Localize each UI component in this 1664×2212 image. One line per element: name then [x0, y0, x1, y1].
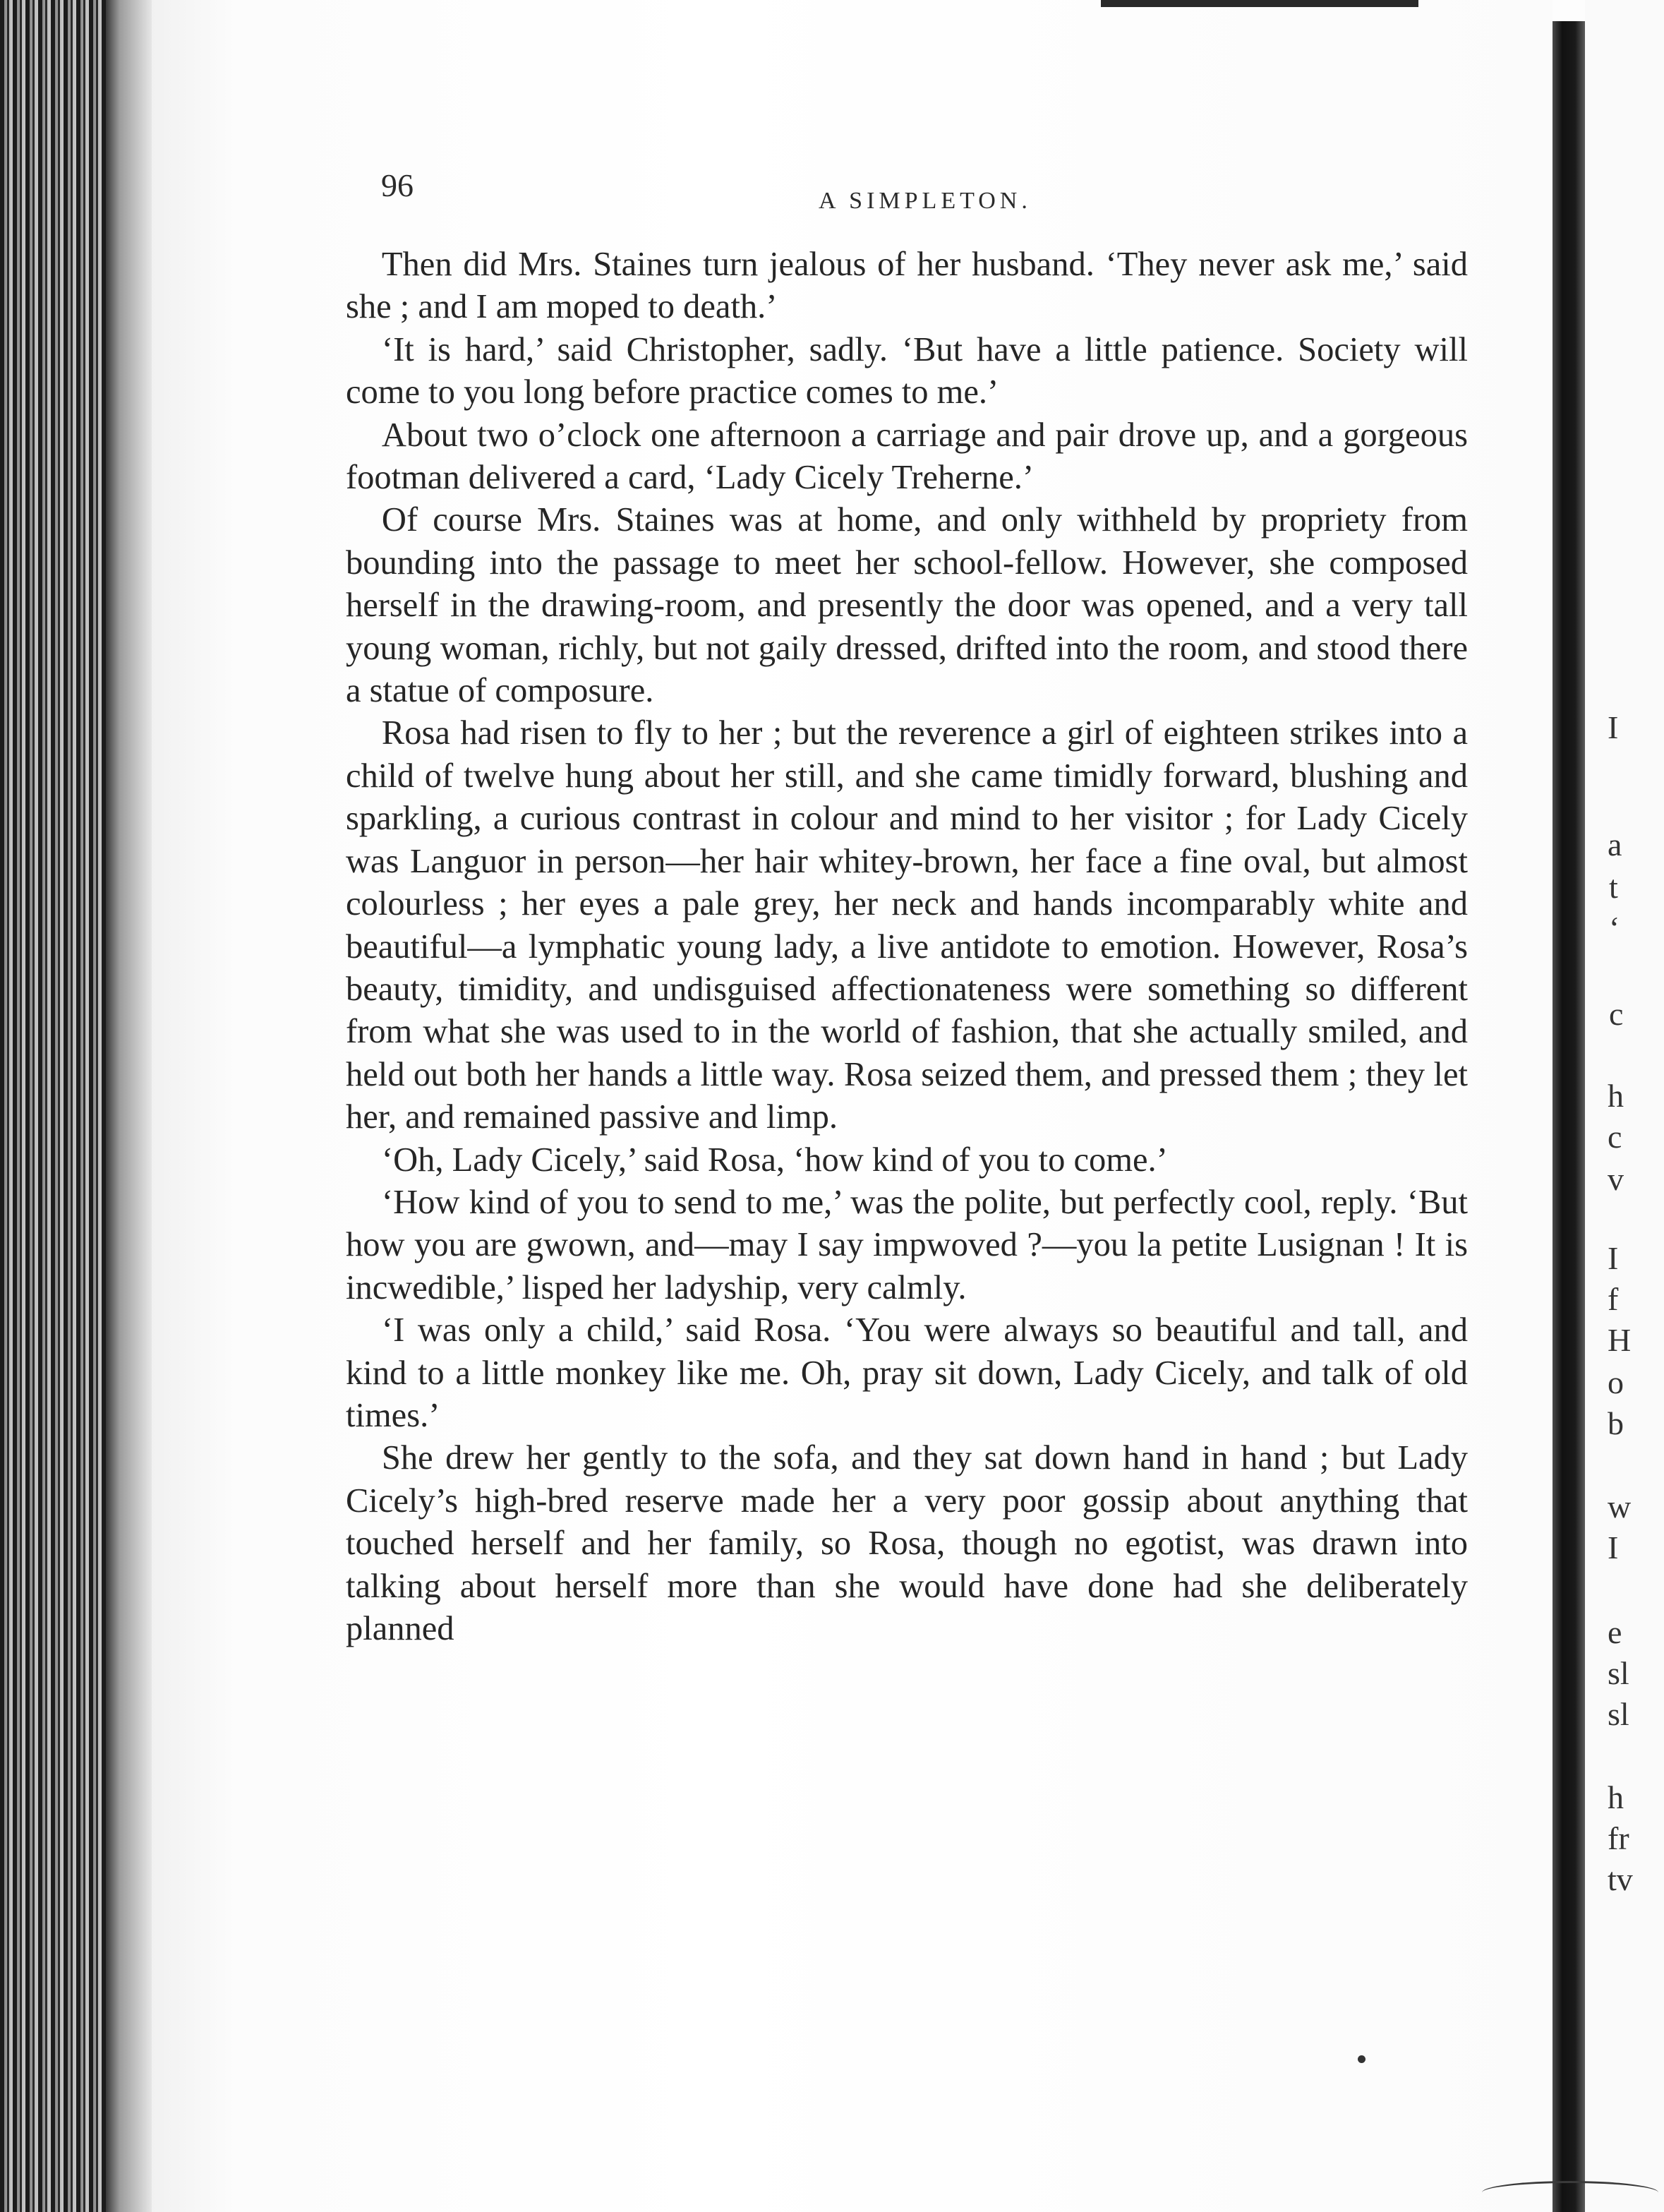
top-edge-shadow	[1101, 0, 1418, 7]
facing-page-fragment: I	[1608, 1240, 1619, 1276]
facing-page-fragment: h	[1608, 1779, 1624, 1815]
paragraph: She drew her gently to the sofa, and they sat down hand in hand ; but Lady Cicely’s high-bred reserve made her a very poor gossip about anything that touched herself and her family, so Rosa, though no egotist, was drawn into talking about herself more than she would have done had she deliberately planned	[346, 1439, 1468, 1647]
facing-page-fragment: w	[1608, 1489, 1632, 1525]
facing-page-fragment: I	[1608, 1529, 1619, 1565]
facing-page-fragment: c	[1608, 1119, 1622, 1155]
facing-page-fragment: o	[1608, 1364, 1624, 1400]
facing-page-fragment: f	[1608, 1281, 1619, 1317]
facing-page-fragment: h	[1608, 1078, 1624, 1114]
paragraph: About two o’clock one afternoon a carriage and pair drove up, and a gorgeous footman delivered a card, ‘Lady Cicely Treherne.’	[346, 416, 1468, 497]
running-head: A SIMPLETON.	[819, 188, 1032, 214]
facing-page-fragment: fr	[1608, 1820, 1629, 1856]
book-page-stack-edge	[0, 0, 152, 2212]
facing-page-fragment: e	[1608, 1614, 1622, 1650]
paragraph: ‘It is hard,’ said Christopher, sadly. ‘But have a little patience. Society will come to you long before practice comes to me.’	[346, 330, 1468, 411]
facing-page-fragment: a	[1608, 827, 1622, 862]
facing-page-fragment: t	[1609, 869, 1618, 905]
page-number: 96	[381, 167, 414, 203]
facing-page-fragment: sl	[1608, 1655, 1629, 1691]
book-gutter	[1553, 21, 1585, 2212]
facing-page-edge	[1585, 0, 1664, 2212]
facing-page-fragment: I	[1608, 709, 1619, 745]
paragraph: ‘How kind of you to send to me,’ was the polite, but perfectly cool, reply. ‘But how you are gwown, and—may I say impwoved ?—you la petite Lusignan ! It is incwedible,’ lisped her ladyship, very calmly.	[346, 1183, 1468, 1306]
facing-page-fragment: b	[1608, 1405, 1624, 1441]
page-curl-mark	[1482, 2181, 1658, 2204]
paragraph: Rosa had risen to fly to her ; but the reverence a girl of eighteen strikes into a child of twelve hung about her still, and she came timidly forward, blushing and sparkling, a curious contrast in colour and mind to her visitor ; for Lady Cicely was Languor in person—her hair whitey-brown, her face a fine oval, but almost colourless ; her eyes a pale grey, her neck and hands incomparably white and beautiful—a lymphatic young lady, a live antidote to emotion. However, Rosa’s beauty, timidity, and undisguised affectionateness were something so different from what she was used to in the world of fashion, that she actually smiled, and held out both her hands a little way. Rosa seized them, and pressed them ; they let her, and remained passive and limp.	[346, 714, 1468, 1136]
paragraph: ‘I was only a child,’ said Rosa. ‘You were always so beautiful and tall, and kind to a little monkey like me. Oh, pray sit down, Lady Cicely, and talk of old times.’	[346, 1311, 1468, 1434]
paragraph: Then did Mrs. Staines turn jealous of her husband. ‘They never ask me,’ said she ; and I am moped to death.’	[346, 246, 1468, 326]
facing-page-fragment: v	[1608, 1161, 1624, 1197]
facing-page-fragment: c	[1609, 996, 1624, 1032]
paragraph: ‘Oh, Lady Cicely,’ said Rosa, ‘how kind of you to come.’	[381, 1141, 1168, 1179]
facing-page-fragment: H	[1608, 1322, 1632, 1358]
body-text	[346, 244, 1468, 1650]
facing-page-fragment: tv	[1608, 1861, 1633, 1897]
paragraph: Of course Mrs. Staines was at home, and only withheld by propriety from bounding into the passage to meet her school-fellow. However, she composed herself in the drawing-room, and presently the door was opened, and a very tall young woman, richly, but not gaily dressed, drifted into the room, and stood there a statue of composure.	[346, 501, 1468, 710]
ink-speck	[1358, 2055, 1365, 2063]
facing-page-fragment: sl	[1608, 1696, 1629, 1732]
facing-page-fragment: ‘	[1609, 910, 1620, 946]
